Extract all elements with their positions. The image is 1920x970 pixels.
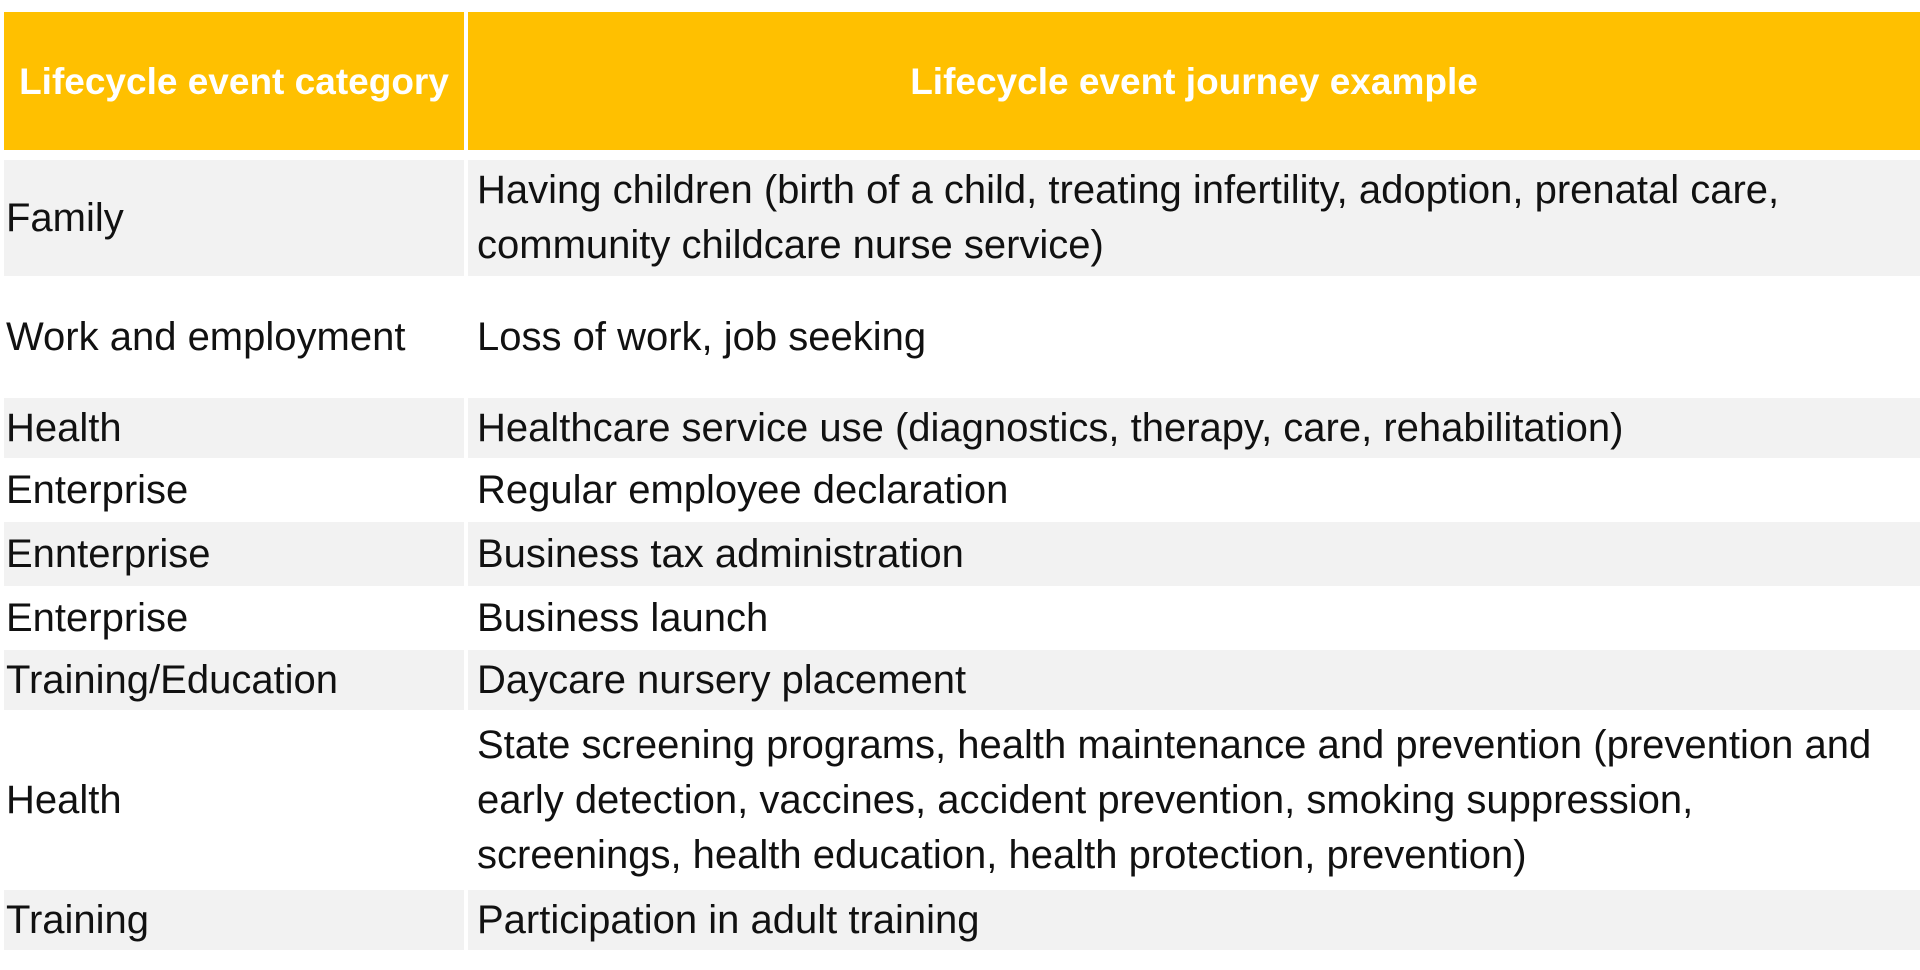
example-cell: Loss of work, job seeking: [468, 276, 1920, 398]
category-cell: Enterprise: [4, 586, 468, 650]
table-row: [4, 890, 1920, 950]
header-category: Lifecycle event category: [4, 12, 468, 150]
category-cell: Training/Education: [4, 650, 468, 710]
example-cell: Healthcare service use (diagnostics, therapy, care, rehabilitation): [468, 398, 1920, 458]
category-cell: Health: [4, 398, 468, 458]
table-header: [4, 12, 1920, 160]
table-row: [4, 710, 1920, 890]
spacer-cell: [468, 150, 1920, 160]
header-spacer: [4, 150, 1920, 160]
table-row: [4, 398, 1920, 458]
table-body: [4, 160, 1920, 950]
table-row: [4, 586, 1920, 650]
table-row: [4, 458, 1920, 522]
example-cell: Regular employee declaration: [468, 458, 1920, 522]
header-example: Lifecycle event journey example: [468, 12, 1920, 150]
table-row: [4, 650, 1920, 710]
spacer-cell: [4, 150, 468, 160]
table-row: [4, 276, 1920, 398]
category-cell: Family: [4, 160, 468, 276]
lifecycle-events-table: [4, 12, 1920, 950]
category-cell: Ennterprise: [4, 522, 468, 586]
table-row: [4, 160, 1920, 276]
category-cell: Enterprise: [4, 458, 468, 522]
category-cell: Work and employment: [4, 276, 468, 398]
category-cell: Health: [4, 710, 468, 890]
example-cell: State screening programs, health maintenance and prevention (prevention and early detection, vaccines, accident prevention, smoking suppression, screenings, health education, health protection, prevention): [468, 710, 1920, 890]
header-row: [4, 12, 1920, 150]
example-cell: Daycare nursery placement: [468, 650, 1920, 710]
example-cell: Participation in adult training: [468, 890, 1920, 950]
example-cell: Business tax administration: [468, 522, 1920, 586]
category-cell: Training: [4, 890, 468, 950]
example-cell: Having children (birth of a child, treating infertility, adoption, prenatal care, community childcare nurse service): [468, 160, 1920, 276]
table-row: [4, 522, 1920, 586]
example-cell: Business launch: [468, 586, 1920, 650]
